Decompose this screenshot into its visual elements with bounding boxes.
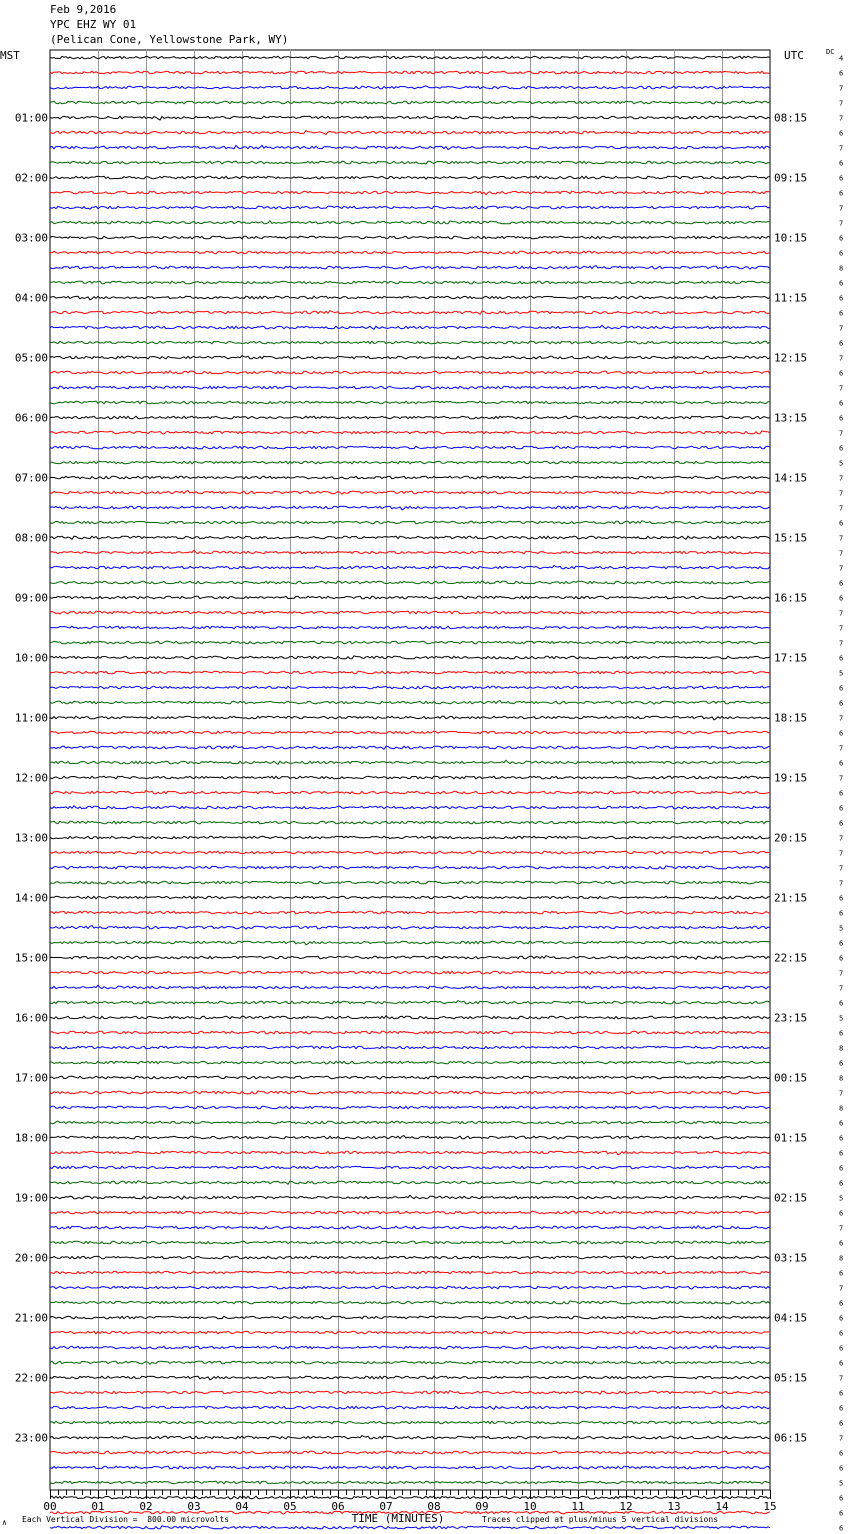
- seismic-trace: [50, 1226, 770, 1229]
- dc-value: 6: [839, 279, 844, 288]
- dc-value: 6: [839, 414, 844, 423]
- dc-value: 7: [839, 879, 844, 888]
- dc-value: 6: [839, 819, 844, 828]
- hour-label-left: 13:00: [14, 831, 48, 845]
- seismic-trace: [50, 1391, 770, 1395]
- seismic-trace: [50, 1181, 770, 1185]
- seismic-trace: [50, 1106, 770, 1109]
- seismic-trace: [50, 611, 770, 614]
- hour-label-right: 05:15: [774, 1371, 808, 1385]
- x-tick-label: 15: [763, 1500, 777, 1513]
- seismic-trace: [50, 101, 770, 104]
- hour-label-right: 23:15: [774, 1011, 808, 1025]
- seismic-trace: [50, 1301, 770, 1304]
- station-label: YPC EHZ WY 01: [50, 18, 137, 31]
- seismic-trace: [50, 776, 770, 779]
- seismic-trace: [50, 1271, 770, 1274]
- footer-mark: ∧: [2, 1518, 7, 1527]
- dc-value: 6: [839, 654, 844, 663]
- dc-value: 6: [839, 69, 844, 78]
- date-label: Feb 9,2016: [50, 3, 117, 16]
- hour-label-right: 17:15: [774, 651, 808, 665]
- seismic-trace: [50, 1211, 770, 1214]
- seismic-trace: [50, 1001, 770, 1004]
- seismic-trace: [50, 1151, 770, 1155]
- dc-value: 6: [839, 1524, 844, 1533]
- seismic-trace: [50, 1195, 770, 1199]
- dc-value: 5: [839, 924, 844, 933]
- seismic-trace: [50, 371, 770, 374]
- hour-label-left: 15:00: [14, 951, 48, 965]
- seismic-trace: [50, 550, 770, 554]
- seismic-trace: [50, 671, 770, 674]
- dc-value: 6: [839, 759, 844, 768]
- seismic-trace: [50, 851, 770, 854]
- dc-value: 6: [839, 729, 844, 738]
- dc-value: 6: [839, 1059, 844, 1068]
- seismic-trace: [50, 476, 770, 479]
- dc-value: 6: [839, 939, 844, 948]
- dc-value: 7: [839, 114, 844, 123]
- seismic-trace: [50, 1241, 770, 1244]
- hour-label-left: 01:00: [14, 111, 48, 125]
- hour-label-left: 19:00: [14, 1191, 48, 1205]
- x-tick-label: 00: [43, 1500, 57, 1513]
- seismic-trace: [50, 236, 770, 239]
- dc-value: 7: [839, 1284, 844, 1293]
- hour-label-left: 07:00: [14, 471, 48, 485]
- dc-value: 5: [839, 1194, 844, 1203]
- right-timezone-label: UTC: [784, 49, 804, 62]
- dc-value: 7: [839, 324, 844, 333]
- dc-value: 6: [839, 444, 844, 453]
- dc-value: 7: [839, 489, 844, 498]
- seismic-trace: [50, 401, 770, 404]
- dc-value: 6: [839, 894, 844, 903]
- hour-label-left: 09:00: [14, 591, 48, 605]
- dc-value: 6: [839, 579, 844, 588]
- x-tick-label: 09: [475, 1500, 489, 1513]
- hour-label-right: 19:15: [774, 771, 808, 785]
- hour-label-right: 13:15: [774, 411, 808, 425]
- seismic-trace: [50, 206, 770, 209]
- hour-label-left: 20:00: [14, 1251, 48, 1265]
- dc-value: 6: [839, 684, 844, 693]
- dc-value: 7: [839, 639, 844, 648]
- hour-label-right: 11:15: [774, 291, 808, 305]
- seismic-trace: [50, 56, 770, 59]
- x-tick-label: 03: [187, 1500, 201, 1513]
- dc-value: 5: [839, 1479, 844, 1488]
- dc-label: DC: [826, 48, 835, 56]
- hour-label-left: 06:00: [14, 411, 48, 425]
- hour-label-right: 12:15: [774, 351, 808, 365]
- seismic-trace: [50, 701, 770, 705]
- seismic-trace: [50, 325, 770, 329]
- scale-note: Each Vertical Division = 800.00 microvolts: [22, 1515, 230, 1524]
- hour-label-right: 20:15: [774, 831, 808, 845]
- dc-value: 6: [839, 1494, 844, 1503]
- dc-value: 6: [839, 174, 844, 183]
- dc-value: 7: [839, 1434, 844, 1443]
- dc-value: 7: [839, 534, 844, 543]
- hour-label-left: 22:00: [14, 1371, 48, 1385]
- dc-value: 7: [839, 429, 844, 438]
- dc-value: 7: [839, 504, 844, 513]
- x-tick-label: 10: [523, 1500, 537, 1513]
- seismic-trace: [50, 1346, 770, 1349]
- hour-label-right: 21:15: [774, 891, 808, 905]
- seismic-trace: [50, 86, 770, 89]
- hour-label-right: 15:15: [774, 531, 808, 545]
- seismic-trace: [50, 626, 770, 629]
- seismic-trace: [50, 656, 770, 659]
- dc-value: 6: [839, 804, 844, 813]
- dc-value: 7: [839, 144, 844, 153]
- seismic-trace: [50, 971, 770, 974]
- hour-label-left: 16:00: [14, 1011, 48, 1025]
- seismic-trace: [50, 1061, 770, 1064]
- seismic-trace: [50, 1526, 770, 1529]
- seismic-trace: [50, 281, 770, 284]
- plot-frame: [50, 50, 770, 1490]
- dc-value: 7: [839, 624, 844, 633]
- seismic-trace: [50, 131, 770, 135]
- hour-label-left: 23:00: [14, 1431, 48, 1445]
- seismic-trace: [50, 1436, 770, 1439]
- seismic-trace: [50, 581, 770, 584]
- seismic-trace: [50, 1331, 770, 1334]
- dc-value: 6: [839, 234, 844, 243]
- hour-label-right: 04:15: [774, 1311, 808, 1325]
- dc-value: 6: [839, 1269, 844, 1278]
- dc-value: 5: [839, 669, 844, 678]
- seismic-trace: [50, 1466, 770, 1469]
- dc-value: 7: [839, 984, 844, 993]
- dc-value: 6: [839, 129, 844, 138]
- seismic-trace: [50, 416, 770, 419]
- hour-label-left: 04:00: [14, 291, 48, 305]
- location-label: (Pelican Cone, Yellowstone Park, WY): [50, 33, 289, 46]
- dc-value: 6: [839, 399, 844, 408]
- x-tick-label: 06: [331, 1500, 345, 1513]
- dc-value: 7: [839, 354, 844, 363]
- seismic-trace: [50, 356, 770, 359]
- hour-label-left: 05:00: [14, 351, 48, 365]
- seismic-trace: [50, 896, 770, 899]
- seismic-trace: [50, 461, 770, 464]
- seismic-trace: [50, 521, 770, 524]
- seismic-trace: [50, 686, 770, 689]
- dc-value: 6: [839, 1299, 844, 1308]
- hour-label-left: 14:00: [14, 891, 48, 905]
- dc-value: 6: [839, 1239, 844, 1248]
- seismic-trace: [50, 566, 770, 569]
- dc-value: 6: [839, 1029, 844, 1038]
- dc-value: 7: [839, 849, 844, 858]
- seismic-trace: [50, 911, 770, 914]
- seismic-trace: [50, 821, 770, 824]
- hour-label-left: 21:00: [14, 1311, 48, 1325]
- dc-value: 6: [839, 1509, 844, 1518]
- x-tick-label: 11: [571, 1500, 585, 1513]
- seismic-trace: [50, 746, 770, 750]
- seismic-trace: [50, 1286, 770, 1289]
- x-axis-label: TIME (MINUTES): [351, 1512, 445, 1525]
- seismic-trace: [50, 506, 770, 510]
- seismic-trace: [50, 191, 770, 195]
- dc-value: 7: [839, 714, 844, 723]
- dc-value: 6: [839, 1314, 844, 1323]
- dc-value: 6: [839, 1179, 844, 1188]
- seismic-trace: [50, 1256, 770, 1259]
- seismic-trace: [50, 311, 770, 315]
- hour-label-left: 10:00: [14, 651, 48, 665]
- seismic-trace: [50, 116, 770, 120]
- hour-label-right: 22:15: [774, 951, 808, 965]
- x-tick-label: 05: [283, 1500, 297, 1513]
- seismic-trace: [50, 836, 770, 839]
- hour-label-left: 03:00: [14, 231, 48, 245]
- hour-label-left: 08:00: [14, 531, 48, 545]
- hour-label-right: 01:15: [774, 1131, 808, 1145]
- seismic-trace: [50, 641, 770, 644]
- seismic-trace: [50, 1481, 770, 1484]
- clip-note: Traces clipped at plus/minus 5 vertical divisions: [482, 1515, 719, 1524]
- seismic-trace: [50, 926, 770, 930]
- dc-value: 8: [839, 264, 844, 273]
- dc-value: 4: [839, 54, 844, 63]
- dc-value: 7: [839, 1374, 844, 1383]
- left-timezone-label: MST: [0, 49, 20, 62]
- dc-value: 6: [839, 1149, 844, 1158]
- seismic-trace: [50, 760, 770, 764]
- dc-value: 7: [839, 564, 844, 573]
- seismic-trace: [50, 1046, 770, 1049]
- dc-value: 6: [839, 1164, 844, 1173]
- dc-value: 7: [839, 744, 844, 753]
- seismic-trace: [50, 866, 770, 869]
- dc-value: 7: [839, 609, 844, 618]
- dc-value: 6: [839, 1119, 844, 1128]
- dc-value: 6: [839, 1449, 844, 1458]
- dc-value: 6: [839, 1134, 844, 1143]
- dc-value: 7: [839, 384, 844, 393]
- seismic-trace: [50, 1136, 770, 1140]
- dc-value: 6: [839, 1404, 844, 1413]
- seismic-trace: [50, 1316, 770, 1319]
- seismic-trace: [50, 266, 770, 270]
- seismic-trace: [50, 1166, 770, 1169]
- seismic-trace: [50, 716, 770, 720]
- hour-label-right: 02:15: [774, 1191, 808, 1205]
- dc-value: 6: [839, 369, 844, 378]
- dc-value: 7: [839, 1224, 844, 1233]
- seismic-trace: [50, 1016, 770, 1019]
- hour-label-right: 18:15: [774, 711, 808, 725]
- dc-value: 6: [839, 1329, 844, 1338]
- dc-value: 7: [839, 834, 844, 843]
- seismic-trace: [50, 1451, 770, 1454]
- hour-label-left: 02:00: [14, 171, 48, 185]
- seismic-trace: [50, 386, 770, 389]
- dc-value: 5: [839, 1014, 844, 1023]
- dc-value: 7: [839, 774, 844, 783]
- seismic-trace: [50, 1091, 770, 1094]
- seismic-trace: [50, 251, 770, 254]
- hour-label-right: 06:15: [774, 1431, 808, 1445]
- dc-value: 6: [839, 309, 844, 318]
- dc-value: 6: [839, 909, 844, 918]
- seismic-trace: [50, 985, 770, 989]
- dc-value: 8: [839, 1104, 844, 1113]
- hour-label-left: 12:00: [14, 771, 48, 785]
- seismic-trace: [50, 956, 770, 960]
- hour-label-left: 11:00: [14, 711, 48, 725]
- dc-value: 8: [839, 1074, 844, 1083]
- dc-value: 6: [839, 1209, 844, 1218]
- x-tick-label: 04: [235, 1500, 249, 1513]
- seismic-trace: [50, 791, 770, 794]
- dc-value: 7: [839, 1089, 844, 1098]
- dc-value: 7: [839, 204, 844, 213]
- seismic-trace: [50, 1031, 770, 1034]
- seismic-trace: [50, 221, 770, 224]
- dc-value: 8: [839, 1254, 844, 1263]
- dc-value: 6: [839, 1389, 844, 1398]
- hour-label-right: 00:15: [774, 1071, 808, 1085]
- hour-label-left: 17:00: [14, 1071, 48, 1085]
- dc-value: 7: [839, 864, 844, 873]
- dc-value: 6: [839, 294, 844, 303]
- dc-value: 6: [839, 789, 844, 798]
- x-tick-label: 02: [139, 1500, 153, 1513]
- seismic-trace: [50, 596, 770, 599]
- x-tick-label: 12: [619, 1500, 633, 1513]
- seismic-trace: [50, 1361, 770, 1364]
- x-tick-label: 08: [427, 1500, 441, 1513]
- dc-value: 6: [839, 594, 844, 603]
- x-tick-label: 14: [715, 1500, 729, 1513]
- seismic-trace: [50, 446, 770, 449]
- seismic-trace: [50, 941, 770, 945]
- dc-value: 6: [839, 249, 844, 258]
- dc-value: 6: [839, 999, 844, 1008]
- seismic-trace: [50, 491, 770, 495]
- hour-label-right: 09:15: [774, 171, 808, 185]
- hour-label-right: 14:15: [774, 471, 808, 485]
- seismic-trace: [50, 145, 770, 149]
- seismic-trace: [50, 161, 770, 164]
- seismic-trace: [50, 71, 770, 74]
- seismic-trace: [50, 806, 770, 809]
- seismic-trace: [50, 341, 770, 344]
- dc-value: 6: [839, 1359, 844, 1368]
- dc-value: 6: [839, 699, 844, 708]
- dc-value: 7: [839, 549, 844, 558]
- hour-label-right: 08:15: [774, 111, 808, 125]
- seismic-trace: [50, 1376, 770, 1380]
- hour-label-right: 10:15: [774, 231, 808, 245]
- seismic-trace: [50, 1076, 770, 1079]
- x-tick-label: 13: [667, 1500, 681, 1513]
- seismic-trace: [50, 1496, 770, 1499]
- hour-label-right: 16:15: [774, 591, 808, 605]
- dc-value: 5: [839, 459, 844, 468]
- hour-label-left: 18:00: [14, 1131, 48, 1145]
- seismic-trace: [50, 536, 770, 539]
- dc-value: 7: [839, 99, 844, 108]
- dc-value: 8: [839, 1044, 844, 1053]
- dc-value: 7: [839, 219, 844, 228]
- dc-value: 7: [839, 969, 844, 978]
- dc-value: 6: [839, 954, 844, 963]
- seismic-trace: [50, 1421, 770, 1424]
- dc-value: 7: [839, 84, 844, 93]
- x-tick-label: 01: [91, 1500, 105, 1513]
- seismic-trace: [50, 1405, 770, 1409]
- seismic-trace: [50, 881, 770, 884]
- dc-value: 6: [839, 189, 844, 198]
- dc-value: 6: [839, 1419, 844, 1428]
- dc-value: 6: [839, 519, 844, 528]
- seismic-trace: [50, 431, 770, 434]
- seismic-trace: [50, 296, 770, 300]
- x-tick-label: 07: [379, 1500, 393, 1513]
- dc-value: 6: [839, 339, 844, 348]
- dc-value: 6: [839, 1464, 844, 1473]
- hour-label-right: 03:15: [774, 1251, 808, 1265]
- seismic-trace: [50, 1121, 770, 1124]
- dc-value: 6: [839, 1344, 844, 1353]
- seismic-trace: [50, 176, 770, 179]
- dc-value: 6: [839, 159, 844, 168]
- dc-value: 7: [839, 474, 844, 483]
- seismic-trace: [50, 731, 770, 734]
